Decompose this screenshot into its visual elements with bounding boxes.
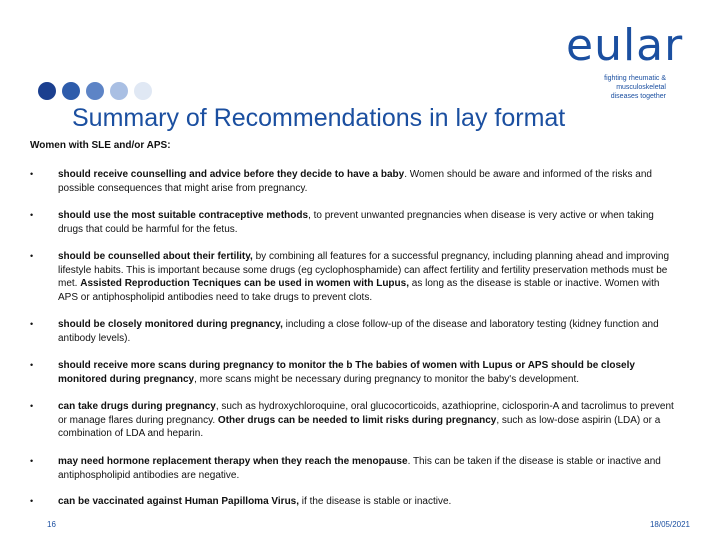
list-item-text [58, 168, 680, 195]
logo-tagline-line1: fighting rheumatic & musculoskeletal [604, 75, 666, 91]
body-text: by combining all features for a successful pregnancy, including planning ahead and improving lifestyle habits. This is important because some drugs (eg cyclophosphamide) can affect fertility and fertility preservation methods must be met. [58, 251, 670, 289]
footer-date: 18/05/2021 [649, 520, 690, 529]
logo-tagline-line2: diseases together [610, 93, 666, 100]
list-item-text [58, 250, 680, 304]
list-item-text [58, 495, 680, 509]
body-text: . This can be taken if the disease is stable or inactive and antiphospholipid antibodies are negative. [58, 456, 661, 481]
body-text: including a close follow-up of the disease and laboratory testing (kidney function and antibody levels). [58, 319, 659, 344]
bold-text: should receive more scans during pregnancy to monitor the b The babies of women with Lupus or APS should be closely monitored during pregnancy [58, 360, 635, 385]
decor-dot [62, 82, 80, 100]
decor-dot [86, 82, 104, 100]
decor-dot [110, 82, 128, 100]
bold-text: should use the most suitable contraceptive methods [58, 210, 309, 221]
body-text: , such as hydroxychloroquine, oral glucocorticoids, azathioprine, ciclosporin-A and tacrolimus to prevent or manage flares during pregnancy. [58, 401, 674, 426]
decor-dot [134, 82, 152, 100]
bullet-icon: • [30, 251, 34, 261]
body-text: as long as the disease is stable or inactive. Women with APS or antiphospholipid antibodies need to take drugs to prevent clots. [58, 278, 660, 303]
bold-text: can be vaccinated against Human Papilloma Virus, [58, 496, 300, 507]
bullet-icon: • [30, 456, 34, 466]
bullet-icon: • [30, 319, 34, 329]
eular-logo [566, 20, 696, 101]
bold-text: should receive counselling and advice before they decide to have a baby [58, 169, 405, 180]
list-item-text [58, 359, 680, 386]
bullet-icon: • [30, 360, 34, 370]
intro-heading: Women with SLE and/or APS: [30, 140, 171, 151]
list-item-text [58, 455, 680, 482]
body-text: , to prevent unwanted pregnancies when disease is very active or when taking drugs that could be harmful for the fetus. [58, 210, 654, 235]
decor-dot [38, 82, 56, 100]
bold-text: should be closely monitored during pregnancy, [58, 319, 283, 330]
bold-text: Other drugs can be needed to limit risks during pregnancy [217, 414, 497, 426]
logo-wordmark: eular [566, 20, 684, 71]
bold-text: can take drugs during pregnancy [58, 401, 216, 412]
bold-text: should be counselled about their fertility, [58, 251, 253, 262]
list-item-text [58, 400, 680, 441]
list-item-text [58, 318, 680, 345]
bullet-icon: • [30, 169, 34, 179]
body-text: . Women should be aware and informed of the risks and possible consequences that might arise from pregnancy. [58, 169, 652, 194]
list-item-text [58, 209, 680, 236]
page-number: 16 [47, 520, 56, 529]
bold-text: Assisted Reproduction Tecniques can be used in women with Lupus, [80, 278, 409, 289]
body-text: , such as low-dose aspirin (LDA) or a combination of LDA and heparin. [58, 414, 661, 439]
bullet-icon: • [30, 496, 34, 506]
body-text: , more scans might be necessary during pregnancy to monitor the baby's development. [194, 373, 580, 385]
slide-title: Summary of Recommendations in lay format [72, 104, 566, 132]
bold-text: may need hormone replacement therapy when they reach the menopause [58, 456, 408, 467]
bullet-icon: • [30, 401, 34, 411]
bullet-icon: • [30, 210, 34, 220]
body-text: if the disease is stable or inactive. [299, 496, 452, 507]
